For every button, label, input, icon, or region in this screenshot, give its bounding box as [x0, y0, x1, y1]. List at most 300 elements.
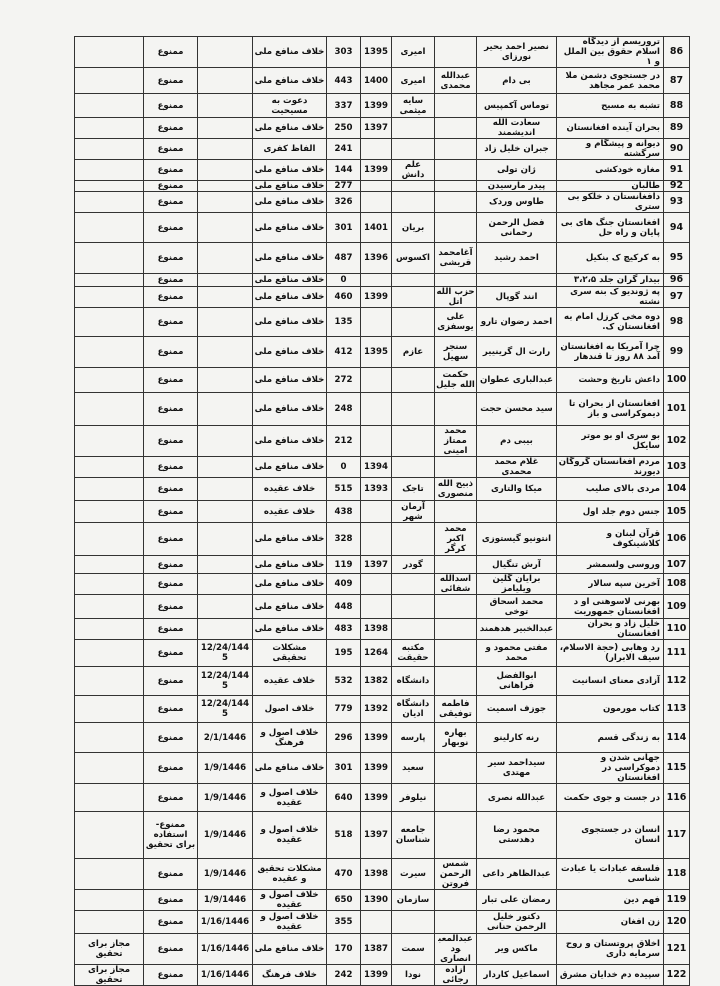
cell-num: 97 — [664, 287, 690, 308]
cell-reason: خلاف عقیده — [253, 501, 327, 523]
table-row — [75, 181, 690, 192]
cell-date — [198, 118, 253, 139]
cell-count: 326 — [327, 192, 361, 213]
cell-status: ممنوع — [144, 308, 198, 337]
cell-note — [75, 812, 144, 859]
cell-date — [198, 68, 253, 94]
cell-reason: خلاف منافع ملی — [253, 595, 327, 619]
cell-translator — [435, 213, 477, 243]
cell-count: 412 — [327, 337, 361, 368]
table-row — [75, 213, 690, 243]
cell-reason: خلاف منافع ملی — [253, 368, 327, 393]
cell-title: وروسی ولسمشر — [557, 556, 664, 574]
cell-publisher — [392, 457, 435, 478]
cell-count: 195 — [327, 640, 361, 667]
table-row — [75, 478, 690, 501]
cell-note — [75, 723, 144, 753]
table-row — [75, 595, 690, 619]
cell-note — [75, 890, 144, 911]
cell-count: 250 — [327, 118, 361, 139]
table-row — [75, 911, 690, 934]
cell-note — [75, 192, 144, 213]
cell-num: 87 — [664, 68, 690, 94]
cell-title: تروریسم از دیدگاه اسلام حقوق بین الملل و ۱ — [557, 37, 664, 68]
table-row — [75, 426, 690, 457]
cell-author: غلام محمد محمدی — [477, 457, 557, 478]
cell-reason: خلاف منافع ملی — [253, 934, 327, 965]
cell-status: ممنوع — [144, 723, 198, 753]
cell-title: مردم افغانستان گروگان دیورند — [557, 457, 664, 478]
cell-note: مجاز برای تحقیق — [75, 965, 144, 986]
table-row — [75, 68, 690, 94]
cell-author: احمد رشید — [477, 243, 557, 274]
table-row — [75, 308, 690, 337]
cell-translator: شمس الرحمن فروتن — [435, 859, 477, 890]
cell-count: 0 — [327, 457, 361, 478]
cell-date — [198, 337, 253, 368]
cell-date — [198, 274, 253, 287]
cell-date: 1/9/1446 — [198, 890, 253, 911]
cell-author: رمضان علی تبار — [477, 890, 557, 911]
cell-author: ابوالفضل فراهانی — [477, 667, 557, 696]
cell-date — [198, 393, 253, 426]
cell-publisher: سیرت — [392, 859, 435, 890]
cell-note — [75, 139, 144, 160]
cell-author: فضل الرحمن رحمانی — [477, 213, 557, 243]
cell-translator — [435, 139, 477, 160]
cell-date: 1/16/1446 — [198, 934, 253, 965]
cell-author: سعادت الله اندیشمند — [477, 118, 557, 139]
cell-note — [75, 393, 144, 426]
table-row — [75, 556, 690, 574]
cell-author: عبدالخبیر هدهمند — [477, 619, 557, 640]
cell-date: 12/24/1445 — [198, 696, 253, 723]
cell-title: چرا آمریکا به افغانستان آمد ۸۸ روز تا قندهار — [557, 337, 664, 368]
cell-title: دوه مخی کرزل امام به افغانستان ک. — [557, 308, 664, 337]
cell-author: ژان تولی — [477, 160, 557, 181]
cell-author: پیدر مارسیدن — [477, 181, 557, 192]
cell-title: بو سری او بو موتر سایکل — [557, 426, 664, 457]
cell-status: ممنوع — [144, 426, 198, 457]
cell-reason: خلاف عقیده — [253, 667, 327, 696]
cell-author: دکتور خلیل الرحمن حنانی — [477, 911, 557, 934]
cell-note — [75, 501, 144, 523]
cell-title: تشبه به مسیح — [557, 94, 664, 118]
cell-author: نصیر احمد بحیر نورزای — [477, 37, 557, 68]
cell-translator — [435, 118, 477, 139]
cell-year: 1394 — [361, 457, 392, 478]
cell-reason: خلاف منافع ملی — [253, 393, 327, 426]
cell-num: 89 — [664, 118, 690, 139]
cell-date: 1/9/1446 — [198, 859, 253, 890]
cell-num: 112 — [664, 667, 690, 696]
cell-note — [75, 478, 144, 501]
cell-year — [361, 595, 392, 619]
cell-reason: خلاف فرهنگ — [253, 965, 327, 986]
cell-year — [361, 368, 392, 393]
cell-date — [198, 308, 253, 337]
cell-translator — [435, 457, 477, 478]
cell-reason: خلاف منافع ملی — [253, 160, 327, 181]
cell-translator: ذبیح الله منصوری — [435, 478, 477, 501]
cell-author: عبدالظاهر داعی — [477, 859, 557, 890]
cell-num: 114 — [664, 723, 690, 753]
cell-year: 1396 — [361, 243, 392, 274]
cell-year: 1399 — [361, 94, 392, 118]
cell-title: به زندگی قسم — [557, 723, 664, 753]
cell-date — [198, 619, 253, 640]
cell-translator: محمد ممتاز امینی — [435, 426, 477, 457]
cell-date — [198, 213, 253, 243]
cell-translator: فاطمه توفیقی — [435, 696, 477, 723]
cell-publisher — [392, 523, 435, 556]
cell-year — [361, 574, 392, 595]
cell-reason: خلاف منافع ملی — [253, 68, 327, 94]
cell-note — [75, 68, 144, 94]
cell-status: ممنوع — [144, 160, 198, 181]
table-row — [75, 784, 690, 812]
cell-publisher — [392, 426, 435, 457]
cell-note — [75, 457, 144, 478]
cell-translator: عبدالمعبود انصاری — [435, 934, 477, 965]
cell-year — [361, 181, 392, 192]
cell-date — [198, 501, 253, 523]
table-row — [75, 393, 690, 426]
cell-count: 518 — [327, 812, 361, 859]
cell-date — [198, 94, 253, 118]
table-row — [75, 574, 690, 595]
cell-year: 1399 — [361, 160, 392, 181]
table-row — [75, 118, 690, 139]
cell-year: 1393 — [361, 478, 392, 501]
cell-status: ممنوع — [144, 574, 198, 595]
cell-year — [361, 426, 392, 457]
table-row — [75, 139, 690, 160]
cell-author: رنه کارلینو — [477, 723, 557, 753]
table-row — [75, 723, 690, 753]
cell-status: ممنوع — [144, 523, 198, 556]
cell-year: 1397 — [361, 812, 392, 859]
table-row — [75, 667, 690, 696]
cell-status: ممنوع — [144, 274, 198, 287]
cell-status: ممنوع — [144, 368, 198, 393]
cell-translator: اسدالله شفائی — [435, 574, 477, 595]
cell-publisher: جامعه شناسان — [392, 812, 435, 859]
cell-translator — [435, 911, 477, 934]
cell-reason: خلاف اصول و عقیده — [253, 812, 327, 859]
cell-publisher: دانشگاه ادیان — [392, 696, 435, 723]
cell-count: 409 — [327, 574, 361, 595]
cell-date — [198, 574, 253, 595]
table-row — [75, 287, 690, 308]
cell-note — [75, 243, 144, 274]
cell-year: 1397 — [361, 556, 392, 574]
cell-status: ممنوع — [144, 890, 198, 911]
cell-reason: دعوت به مسیحیت — [253, 94, 327, 118]
cell-publisher — [392, 308, 435, 337]
cell-status: ممنوع- استفاده برای تحقیق — [144, 812, 198, 859]
cell-num: 92 — [664, 181, 690, 192]
cell-count: 460 — [327, 287, 361, 308]
cell-note — [75, 308, 144, 337]
cell-publisher: امیری — [392, 37, 435, 68]
cell-author: جوزف اسمیت — [477, 696, 557, 723]
cell-date: 1/16/1446 — [198, 911, 253, 934]
cell-translator: آغامحمد قریشی — [435, 243, 477, 274]
cell-year — [361, 523, 392, 556]
cell-num: 110 — [664, 619, 690, 640]
cell-publisher: اکسوس — [392, 243, 435, 274]
cell-count: 248 — [327, 393, 361, 426]
cell-count: 515 — [327, 478, 361, 501]
table-row — [75, 640, 690, 667]
cell-status: ممنوع — [144, 556, 198, 574]
cell-year: 1399 — [361, 965, 392, 986]
cell-count: 532 — [327, 667, 361, 696]
cell-year: 1397 — [361, 118, 392, 139]
cell-date: 1/9/1446 — [198, 812, 253, 859]
cell-date — [198, 243, 253, 274]
cell-author: انتونیو گیستوزی — [477, 523, 557, 556]
cell-translator — [435, 595, 477, 619]
cell-title: داعش تاریخ وحشت — [557, 368, 664, 393]
cell-num: 99 — [664, 337, 690, 368]
table-row — [75, 94, 690, 118]
cell-year — [361, 308, 392, 337]
cell-date: 12/24/1445 — [198, 640, 253, 667]
cell-author — [477, 274, 557, 287]
table-row — [75, 160, 690, 181]
cell-translator — [435, 556, 477, 574]
cell-note — [75, 181, 144, 192]
cell-translator — [435, 94, 477, 118]
cell-num: 116 — [664, 784, 690, 812]
cell-note — [75, 94, 144, 118]
cell-author: سید محسن حجت — [477, 393, 557, 426]
table-row — [75, 192, 690, 213]
cell-publisher: سمت — [392, 934, 435, 965]
table-row — [75, 812, 690, 859]
cell-translator: بهاره نوبهار — [435, 723, 477, 753]
cell-publisher: سعید — [392, 753, 435, 784]
cell-count: 470 — [327, 859, 361, 890]
cell-reason: خلاف منافع ملی — [253, 337, 327, 368]
cell-status: ممنوع — [144, 965, 198, 986]
cell-year: 1398 — [361, 859, 392, 890]
cell-count: 241 — [327, 139, 361, 160]
cell-title: در جست و جوی حکمت — [557, 784, 664, 812]
cell-title: رد وهابی (حجة الاسلام، سیف الابرار) — [557, 640, 664, 667]
cell-date — [198, 478, 253, 501]
cell-publisher — [392, 274, 435, 287]
cell-status: ممنوع — [144, 595, 198, 619]
cell-num: 88 — [664, 94, 690, 118]
cell-title: بحران آینده افغانستان — [557, 118, 664, 139]
cell-title: آزادی معنای انسانیت — [557, 667, 664, 696]
table-row — [75, 965, 690, 986]
cell-num: 90 — [664, 139, 690, 160]
cell-num: 105 — [664, 501, 690, 523]
cell-year: 1382 — [361, 667, 392, 696]
table-row — [75, 457, 690, 478]
cell-note — [75, 619, 144, 640]
cell-note — [75, 368, 144, 393]
cell-author: جبران خلیل زاد — [477, 139, 557, 160]
cell-count: 650 — [327, 890, 361, 911]
table-row — [75, 619, 690, 640]
cell-status: ممنوع — [144, 139, 198, 160]
cell-count: 448 — [327, 595, 361, 619]
cell-title: جهانی شدن و دموکراسی در افغانستان — [557, 753, 664, 784]
cell-translator — [435, 192, 477, 213]
cell-num: 115 — [664, 753, 690, 784]
cell-publisher: نودا — [392, 965, 435, 986]
cell-count: 272 — [327, 368, 361, 393]
cell-num: 117 — [664, 812, 690, 859]
cell-reason: خلاف اصول — [253, 696, 327, 723]
cell-note — [75, 118, 144, 139]
cell-reason: خلاف منافع ملی — [253, 308, 327, 337]
cell-author: احمد رضوان تارو — [477, 308, 557, 337]
cell-note — [75, 287, 144, 308]
cell-title: جنس دوم جلد اول — [557, 501, 664, 523]
cell-reason: مشکلات تحقیق و عقیده — [253, 859, 327, 890]
cell-year: 1387 — [361, 934, 392, 965]
cell-reason: خلاف منافع ملی — [253, 753, 327, 784]
table-row — [75, 523, 690, 556]
table-row — [75, 368, 690, 393]
cell-num: 113 — [664, 696, 690, 723]
cell-author: برایان گلین ویلیامز — [477, 574, 557, 595]
cell-note — [75, 696, 144, 723]
cell-year: 1399 — [361, 287, 392, 308]
cell-num: 120 — [664, 911, 690, 934]
cell-note — [75, 911, 144, 934]
cell-count: 487 — [327, 243, 361, 274]
cell-status: ممنوع — [144, 640, 198, 667]
cell-author: ماکس ویر — [477, 934, 557, 965]
cell-author: انند گوپال — [477, 287, 557, 308]
cell-note: مجاز برای تحقیق — [75, 934, 144, 965]
cell-publisher: علم دانش — [392, 160, 435, 181]
cell-publisher — [392, 574, 435, 595]
cell-year — [361, 274, 392, 287]
cell-reason: خلاف منافع ملی — [253, 457, 327, 478]
cell-title: فهم دین — [557, 890, 664, 911]
cell-author: مفتی محمود و محمد — [477, 640, 557, 667]
cell-date — [198, 37, 253, 68]
cell-author: بی دام — [477, 68, 557, 94]
cell-num: 95 — [664, 243, 690, 274]
cell-publisher — [392, 619, 435, 640]
table-row — [75, 243, 690, 274]
cell-count: 301 — [327, 213, 361, 243]
cell-publisher: عازم — [392, 337, 435, 368]
cell-num: 122 — [664, 965, 690, 986]
cell-num: 109 — [664, 595, 690, 619]
cell-note — [75, 160, 144, 181]
cell-year — [361, 139, 392, 160]
cell-translator — [435, 667, 477, 696]
cell-num: 100 — [664, 368, 690, 393]
cell-translator — [435, 181, 477, 192]
cell-date — [198, 556, 253, 574]
cell-translator — [435, 753, 477, 784]
cell-author: اسماعیل کاردار — [477, 965, 557, 986]
cell-status: ممنوع — [144, 393, 198, 426]
cell-title: قرآن لبنان و کلاشینکوف — [557, 523, 664, 556]
cell-publisher: دانشگاه — [392, 667, 435, 696]
cell-status: ممنوع — [144, 68, 198, 94]
cell-date — [198, 595, 253, 619]
cell-status: ممنوع — [144, 94, 198, 118]
cell-count: 144 — [327, 160, 361, 181]
cell-date — [198, 457, 253, 478]
cell-date — [198, 160, 253, 181]
cell-translator: حزب الله اتل — [436, 287, 475, 307]
cell-reason: خلاف منافع ملی — [253, 181, 327, 192]
cell-note — [75, 274, 144, 287]
table-row — [75, 890, 690, 911]
cell-count: 301 — [327, 753, 361, 784]
cell-year: 1399 — [361, 723, 392, 753]
cell-status: ممنوع — [144, 934, 198, 965]
cell-publisher: نیلوفر — [392, 784, 435, 812]
cell-year — [361, 393, 392, 426]
cell-publisher — [392, 393, 435, 426]
cell-note — [75, 640, 144, 667]
cell-note — [75, 556, 144, 574]
cell-num: 93 — [664, 192, 690, 213]
table-row — [75, 501, 690, 523]
cell-count: 779 — [327, 696, 361, 723]
cell-title: کتاب مورمون — [557, 696, 664, 723]
cell-num: 107 — [664, 556, 690, 574]
cell-count: 303 — [327, 37, 361, 68]
cell-date — [198, 523, 253, 556]
cell-author: آرش تنگیال — [477, 556, 557, 574]
cell-count: 170 — [327, 934, 361, 965]
cell-count: 242 — [327, 965, 361, 986]
cell-note — [75, 37, 144, 68]
cell-num: 86 — [664, 37, 690, 68]
cell-note — [75, 574, 144, 595]
cell-publisher — [392, 595, 435, 619]
cell-publisher: گودر — [392, 556, 435, 574]
cell-reason: الفاظ کفری — [253, 139, 327, 160]
cell-translator — [435, 619, 477, 640]
cell-num: 98 — [664, 308, 690, 337]
cell-reason: خلاف منافع ملی — [253, 213, 327, 243]
cell-translator: عبدالله محمدی — [435, 68, 477, 94]
cell-num: 91 — [664, 160, 690, 181]
cell-year: 1392 — [361, 696, 392, 723]
cell-translator: سنجر سهیل — [435, 337, 477, 368]
cell-status: ممنوع — [144, 192, 198, 213]
cell-translator — [435, 37, 477, 68]
cell-status: ممنوع — [144, 118, 198, 139]
cell-num: 96 — [664, 274, 690, 287]
cell-reason: خلاف منافع ملی — [253, 523, 327, 556]
cell-reason: خلاف منافع ملی — [253, 287, 327, 308]
cell-publisher: امیری — [392, 68, 435, 94]
cell-title: خلیل زاد و بحران افغانستان — [557, 619, 664, 640]
cell-title: دافغانستان د خلکو بی ستری — [557, 192, 664, 213]
table-row — [75, 37, 690, 68]
cell-date — [198, 192, 253, 213]
table-row — [75, 934, 690, 965]
cell-note — [75, 337, 144, 368]
